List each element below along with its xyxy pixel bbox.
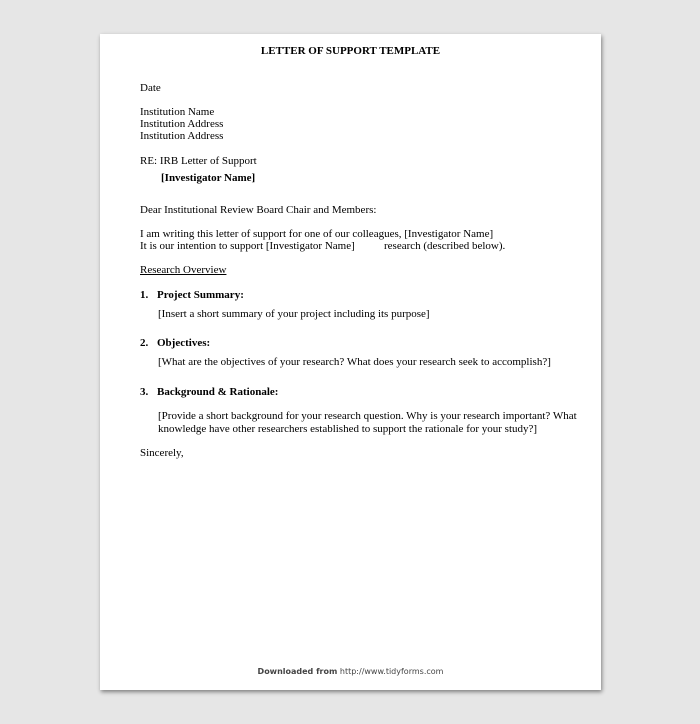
item-body-objectives: [What are the objectives of your research? What does your research seek to accomplish?] [158, 356, 551, 368]
institution-address-2: Institution Address [140, 130, 224, 142]
item-body-background-line-1: [Provide a short background for your research question. Why is your research important? What [158, 410, 577, 422]
item-body-project-summary: [Insert a short summary of your project including its purpose] [158, 308, 430, 320]
document-title: LETTER OF SUPPORT TEMPLATE [260, 45, 441, 57]
item-number: 2. [140, 337, 149, 349]
re-line: RE: IRB Letter of Support [140, 155, 257, 167]
intro-line-1: I am writing this letter of support for one of our colleagues, [Investigator Name] [140, 228, 494, 240]
footer-link[interactable]: http://www.tidyforms.com [339, 667, 444, 676]
institution-name: Institution Name [140, 106, 215, 118]
item-heading-background: Background & Rationale: [157, 386, 279, 398]
item-number: 3. [140, 386, 149, 398]
item-body-background-line-2: knowledge have other researchers established to support the rationale for your study?] [158, 423, 538, 435]
date-label: Date [140, 82, 161, 94]
document-page [100, 34, 601, 690]
intro-line-2a: It is our intention to support [Investigator Name] [140, 240, 355, 252]
closing: Sincerely, [140, 447, 184, 459]
footer-label: Downloaded from [257, 667, 338, 676]
institution-address-1: Institution Address [140, 118, 224, 130]
salutation: Dear Institutional Review Board Chair and Members: [140, 204, 377, 216]
item-heading-project-summary: Project Summary: [157, 289, 244, 301]
item-number: 1. [140, 289, 149, 301]
footer [100, 667, 601, 676]
item-heading-objectives: Objectives: [157, 337, 211, 349]
section-heading: Research Overview [140, 264, 227, 276]
intro-line-2b: research (described below). [384, 240, 506, 252]
investigator-name: [Investigator Name] [161, 172, 256, 184]
